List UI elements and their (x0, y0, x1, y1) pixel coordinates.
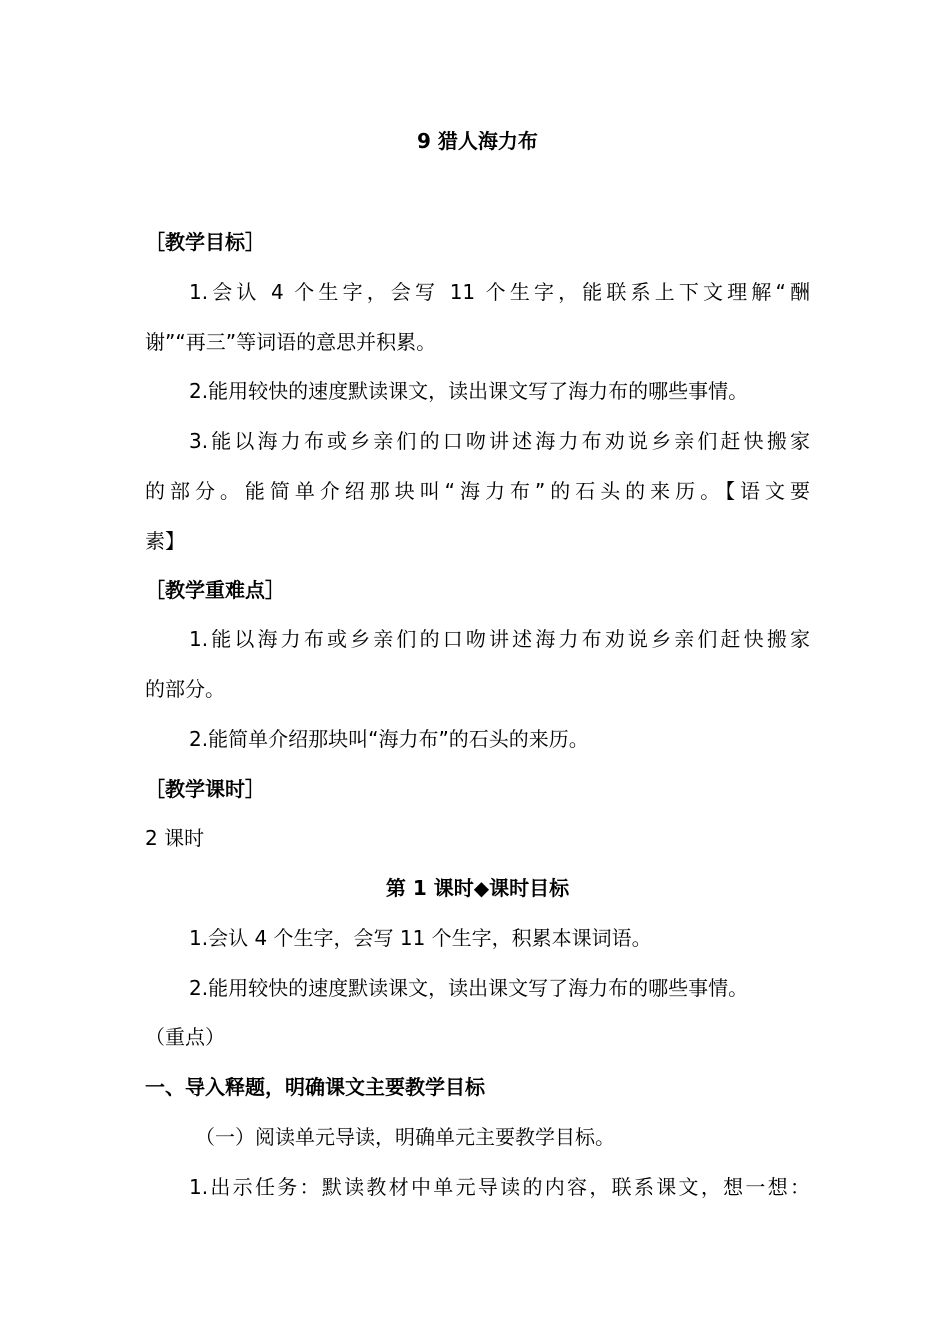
goal-3-line-2: 的部分。能简单介绍那块叫“海力布”的石头的来历。【语文要 (145, 479, 810, 503)
lesson-1-heading: 第 1 课时◆课时目标 (385, 876, 570, 900)
goal-3-line-3: 素】 (145, 529, 185, 553)
goal-1-line-2: 谢”“再三”等词语的意思并积累。 (145, 330, 437, 354)
key-points-heading: ［教学重难点］ (145, 578, 285, 602)
part-1-heading: 一、导入释题，明确课文主要教学目标 (145, 1075, 485, 1099)
goals-heading: ［教学目标］ (145, 230, 265, 254)
lesson-1-goal-2-line-1: 2.能用较快的速度默读课文，读出课文写了海力布的哪些事情。 (189, 976, 749, 1000)
key-point-1-line-1: 1.能以海力布或乡亲们的口吻讲述海力布劝说乡亲们赶快搬家 (189, 627, 810, 651)
goal-2: 2.能用较快的速度默读课文，读出课文写了海力布的哪些事情。 (189, 379, 749, 403)
key-point-1-line-2: 的部分。 (145, 677, 225, 701)
lesson-1-goal-2-line-2: （重点） (145, 1025, 225, 1049)
part-1-task-1: 1.出示任务：默读教材中单元导读的内容，联系课文，想一想： (189, 1175, 810, 1199)
hours-heading: ［教学课时］ (145, 777, 265, 801)
key-point-2: 2.能简单介绍那块叫“海力布”的石头的来历。 (189, 727, 589, 751)
hours-value: 2 课时 (145, 826, 205, 850)
goal-3-line-1: 3.能以海力布或乡亲们的口吻讲述海力布劝说乡亲们赶快搬家 (189, 429, 810, 453)
part-1-subsection-1: （一）阅读单元导读，明确单元主要教学目标。 (195, 1125, 615, 1149)
goal-1-line-1: 1.会认 4 个生字，会写 11 个生字，能联系上下文理解“酬 (189, 280, 810, 304)
lesson-1-goal-1: 1.会认 4 个生字，会写 11 个生字，积累本课词语。 (189, 926, 652, 950)
document-title: 9 猎人海力布 (417, 129, 538, 153)
